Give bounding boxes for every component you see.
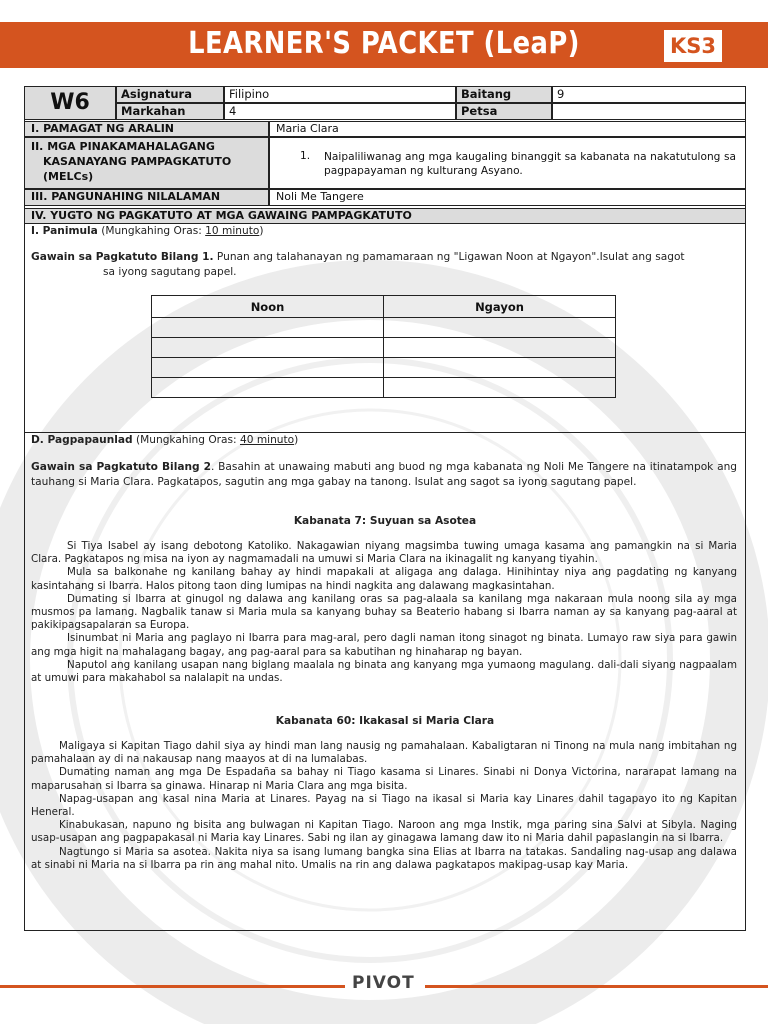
melc-label-line-3: (MELCs) (43, 170, 94, 183)
panimula-time: 10 minuto (205, 225, 260, 237)
ngayon-cell[interactable] (384, 318, 616, 338)
pivot-logo: PIVOT (352, 973, 415, 993)
banner-title: LEARNER'S PACKET (LeaP) (188, 26, 580, 61)
table-row[interactable] (152, 318, 616, 338)
chapter-60-paragraph: Maligaya si Kapitan Tiago dahil siya ay hindi man lang nausig ng pamahalaan. Kabaligtaran ni Tinong na mula nang imbitahan ng pamahalaan ay di na nakausap nang maayos at di na lumalabas. (31, 740, 737, 766)
ngayon-cell[interactable] (384, 358, 616, 378)
pagpapaunlad-time-suffix: ) (294, 434, 299, 446)
week-label: W6 (50, 90, 90, 115)
stages-label: IV. YUGTO NG PAGKATUTO AT MGA GAWAING PAMPAGKATUTO (24, 208, 746, 224)
chapter-60-summary (31, 740, 737, 872)
chapter-60-paragraph: Napag-usapan ang kasal nina Maria at Linares. Payag na si Tiago na ikasal si Maria kay Linares dahil tagapayo ito ng Kapitan Heneral. (31, 792, 737, 819)
lesson-title-label: I. PAMAGAT NG ARALIN (24, 121, 269, 137)
panimula-time-prefix: (Mungkahing Oras: (97, 225, 206, 237)
noon-cell[interactable] (152, 378, 384, 398)
activity-2-head: Gawain sa Pagkatuto Bilang 2 (31, 461, 212, 473)
content-value: Noli Me Tangere (269, 189, 746, 206)
chapter-7-paragraph: Si Tiya Isabel ay isang debotong Katoliko. Nakagawian niyang magsimba tuwing umaga kasama ang pamangkin na si Maria Clara. Pagkatapos ng misa na iyon ay nagmamadali na umuwi si Maria Clara na ikinagalit ng kanyang tiyahin. (31, 540, 737, 566)
melc-label-line-1: II. MGA PINAKAMAHALAGANG (31, 140, 215, 153)
lesson-title-value: Maria Clara (269, 121, 746, 137)
melc-label-line-2: KASANAYANG PAMPAGKATUTO (43, 155, 232, 168)
quarter-value: 4 (224, 103, 456, 120)
chapter-60-paragraph: Kinabukasan, napuno ng bisita ang bulwagan ni Kapitan Tiago. Naroon ang mga Instik, mga paring sina Salvi at Sibyla. Naging usap-usapan ang pagpapakasal ni Maria kay Linares. Sabi ng ilan ay ginagawa lamang daw ito ni Maria dahil papaslangin na si Ibarra. (31, 819, 737, 845)
noon-cell[interactable] (152, 358, 384, 378)
chapter-7-paragraph: Naputol ang kanilang usapan nang biglang maalala ng binata ang kanyang mga yumaong magulang. dali-dali siyang nagpaalam at umuwi para makahabol sa nalalapit na undas. (31, 658, 737, 685)
grade-label: Baitang (456, 86, 552, 103)
pagpapaunlad-head: D. Pagpapaunlad (31, 434, 133, 446)
chapter-7-summary (31, 540, 737, 685)
content-label: III. PANGUNAHING NILALAMAN (24, 189, 269, 206)
pagpapaunlad-heading (31, 433, 298, 448)
table-row[interactable] (152, 338, 616, 358)
noon-ngayon-table (151, 295, 616, 398)
panimula-head: I. Panimula (31, 225, 98, 237)
activity-1-text-line-2: sa iyong sagutang papel. (103, 266, 237, 278)
melc-number: 1. (300, 150, 311, 162)
activity-1-instruction (31, 250, 741, 265)
table-row[interactable] (152, 378, 616, 398)
chapter-60-paragraph: Nagtungo si Maria sa asotea. Nakita niya sa isang lumang bangka sina Elias at Ibarra na tatakas. Sandaling nag-usap ang dalawa at sinabi ni Maria na si Ibarra pa rin ang mahal nito. Umalis na rin ang dalawa pagkatapos makipag-usap kay Maria. (31, 845, 737, 871)
header-banner (0, 0, 768, 80)
table-header-row (152, 296, 616, 318)
panimula-heading (31, 224, 264, 239)
date-value (552, 103, 746, 120)
activity-1-text: Punan ang talahanayan ng pamamaraan ng "Ligawan Noon at Ngayon".Isulat ang sagot (213, 251, 685, 263)
footer-rule-left (0, 985, 345, 988)
chapter-7-title: Kabanata 7: Suyuan sa Asotea (293, 515, 477, 527)
grade-value: 9 (552, 86, 746, 103)
subject-value: Filipino (224, 86, 456, 103)
chapter-60-paragraph: Dumating naman ang mga De Espadaña sa bahay ni Tiago kasama si Linares. Sinabi ni Donya Victorina, nararapat lamang na maparusahan si Ibarra sa ginawa. Hinarap ni Maria Clara ang mga bisita. (31, 766, 737, 792)
ks3-badge: KS3 (664, 30, 722, 62)
chapter-7-paragraph: Dumating si Ibarra at ginugol ng dalawa ang kanilang oras sa pag-alaala sa kanilang mga nakaraan mula noong sila ay mga musmos pa lamang. Nagbalik tanaw si Maria mula sa kanyang buhay sa Beaterio habang si Ibarra naman ay sa kanyang pag-aaral at pakikipagsapalaran sa Europa. (31, 592, 737, 632)
week-cell (24, 86, 116, 120)
melc-value-cell (269, 137, 746, 189)
activity-2-instruction (31, 460, 737, 489)
pagpapaunlad-time-prefix: (Mungkahing Oras: (132, 434, 240, 446)
table-row[interactable] (152, 358, 616, 378)
melc-value: Naipaliliwanag ang mga kaugaling binanggit sa kabanata na nakatutulong sa pagpapayaman ng kulturang Asyano. (324, 151, 736, 177)
subject-label: Asignatura (116, 86, 224, 103)
chapter-7-paragraph: Isinumbat ni Maria ang paglayo ni Ibarra para mag-aral, pero dagli naman itong sinagot ng binata. Lumayo raw siya para gawin ang mga higit na mahalagang bagay, ang pag-aaral para sa kabutihan ng hinaharap ng bayan. (31, 632, 737, 658)
pagpapaunlad-time: 40 minuto (239, 434, 295, 446)
activity-2-text: . Basahin at unawaing mabuti ang buod ng mga kabanata ng Noli Me Tangere na itinatampok ang tauhang si Maria Clara. Pagkatapos, sagutin ang mga gabay na tanong. Isulat ang sagot sa iyong sagutang papel. (31, 461, 738, 488)
header-noon: Noon (152, 296, 384, 318)
noon-cell[interactable] (152, 338, 384, 358)
footer-rule-right (425, 985, 768, 988)
ngayon-cell[interactable] (384, 338, 616, 358)
quarter-label: Markahan (116, 103, 224, 120)
ngayon-cell[interactable] (384, 378, 616, 398)
panimula-time-suffix: ) (259, 225, 264, 237)
chapter-60-title: Kabanata 60: Ikakasal si Maria Clara (275, 715, 495, 727)
noon-cell[interactable] (152, 318, 384, 338)
chapter-7-paragraph: Mula sa balkonahe ng kanilang bahay ay hindi mapakali at aligaga ang dalaga. Hinihintay niya ang pagdating ng kanyang kasintahang si Ibarra. Halos pitong taon ding lumipas na hindi nagkita ang dalawang magkasintahan. (31, 566, 737, 592)
date-label: Petsa (456, 103, 552, 120)
header-ngayon: Ngayon (384, 296, 616, 318)
melc-label (24, 137, 269, 189)
activity-1-head: Gawain sa Pagkatuto Bilang 1. (31, 251, 214, 263)
